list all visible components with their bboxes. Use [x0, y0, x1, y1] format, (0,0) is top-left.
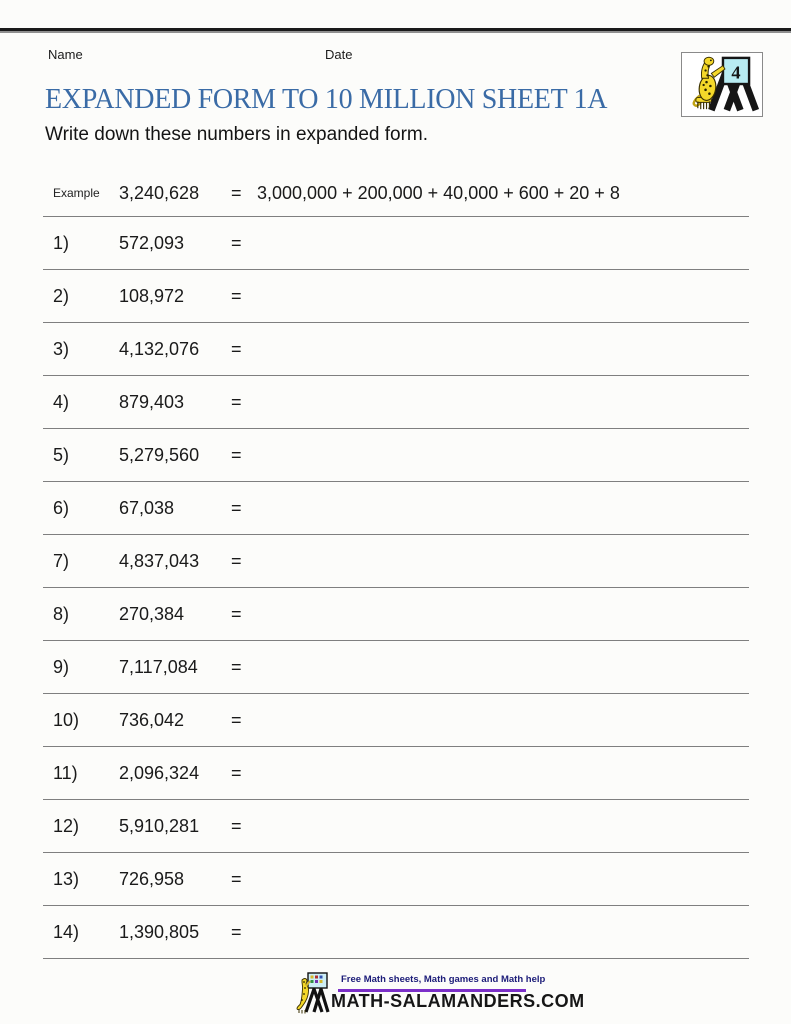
- problem-number-label: 7): [53, 550, 70, 571]
- equals-sign: =: [231, 338, 242, 359]
- grade-number: 4: [731, 62, 741, 83]
- problem-value: 572,093: [119, 232, 185, 253]
- problem-row: [43, 482, 749, 535]
- equals-sign: =: [231, 603, 242, 624]
- equals-sign: =: [231, 762, 242, 783]
- problems-list: [43, 170, 749, 959]
- problem-number-label: 13): [53, 868, 80, 889]
- problem-row: [43, 747, 749, 800]
- problem-number-label: 3): [53, 338, 70, 359]
- problem-value: 270,384: [119, 603, 185, 624]
- problem-number-label: 6): [53, 497, 70, 518]
- problem-row: [43, 694, 749, 747]
- problem-value: 7,117,084: [119, 656, 198, 677]
- problem-number-label: 8): [53, 603, 70, 624]
- answer-blank: [257, 853, 749, 905]
- page-title: EXPANDED FORM TO 10 MILLION SHEET 1A: [45, 84, 608, 115]
- equals-sign: =: [231, 921, 242, 942]
- problem-value: 726,958: [119, 868, 185, 889]
- instruction-text: Write down these numbers in expanded form.: [45, 124, 429, 145]
- problem-row: [43, 376, 749, 429]
- equals-sign: =: [231, 709, 242, 730]
- problem-number-label: 4): [53, 391, 70, 412]
- date-label: Date: [325, 47, 353, 62]
- footer-logo: [296, 970, 330, 1019]
- footer-salamander-easel-icon: [296, 970, 330, 1014]
- problem-value: 5,910,281: [119, 815, 200, 836]
- answer-blank: [257, 641, 749, 693]
- problem-row: [43, 853, 749, 906]
- problem-number-label: 12): [53, 815, 80, 836]
- equals-sign: =: [231, 182, 242, 203]
- footer-tagline: Free Math sheets, Math games and Math help: [341, 974, 546, 985]
- problem-value: 4,132,076: [119, 338, 200, 359]
- equals-sign: =: [231, 391, 242, 412]
- problem-number-label: 9): [53, 656, 70, 677]
- example-label: Example: [53, 186, 100, 200]
- example-row: [43, 170, 749, 217]
- problem-number-label: 10): [53, 709, 80, 730]
- equals-sign: =: [231, 285, 242, 306]
- problem-value: 1,390,805: [119, 921, 200, 942]
- salamander-grade-logo-icon: [684, 55, 760, 114]
- equals-sign: =: [231, 868, 242, 889]
- answer-blank: [257, 217, 749, 269]
- problem-value: 736,042: [119, 709, 185, 730]
- problem-number-label: 11): [53, 762, 78, 783]
- answer-blank: [257, 535, 749, 587]
- example-expansion: 3,000,000 + 200,000 + 40,000 + 600 + 20 + 8: [257, 182, 620, 203]
- answer-blank: [257, 588, 749, 640]
- problem-value: 5,279,560: [119, 444, 200, 465]
- answer-blank: [257, 694, 749, 746]
- problem-row: [43, 323, 749, 376]
- answer-blank: [257, 482, 749, 534]
- equals-sign: =: [231, 232, 242, 253]
- problem-row: [43, 641, 749, 694]
- answer-blank: [257, 270, 749, 322]
- answer-blank: [257, 906, 749, 958]
- problem-row: [43, 429, 749, 482]
- answer-blank: [257, 800, 749, 852]
- equals-sign: =: [231, 656, 242, 677]
- problem-number-label: 14): [53, 921, 80, 942]
- problem-value: 2,096,324: [119, 762, 200, 783]
- problem-value: 108,972: [119, 285, 185, 306]
- footer-site-name: MATH-SALAMANDERS.COM: [331, 991, 585, 1011]
- problem-row: [43, 217, 749, 270]
- equals-sign: =: [231, 550, 242, 571]
- problem-number-label: 1): [53, 232, 70, 253]
- name-label: Name: [48, 47, 83, 62]
- answer-blank: [257, 376, 749, 428]
- equals-sign: =: [231, 497, 242, 518]
- problem-value: 879,403: [119, 391, 185, 412]
- top-divider-gray: [0, 31, 791, 33]
- equals-sign: =: [231, 815, 242, 836]
- answer-blank: [257, 747, 749, 799]
- example-number: 3,240,628: [119, 182, 200, 203]
- answer-blank: [257, 429, 749, 481]
- problem-row: [43, 588, 749, 641]
- problem-number-label: 2): [53, 285, 70, 306]
- answer-blank: [257, 323, 749, 375]
- problem-row: [43, 270, 749, 323]
- math-salamanders-logo: [681, 52, 763, 117]
- problem-value: 67,038: [119, 497, 175, 518]
- problem-row: [43, 800, 749, 853]
- problem-row: [43, 906, 749, 959]
- equals-sign: =: [231, 444, 242, 465]
- problem-row: [43, 535, 749, 588]
- problem-value: 4,837,043: [119, 550, 200, 571]
- problem-number-label: 5): [53, 444, 70, 465]
